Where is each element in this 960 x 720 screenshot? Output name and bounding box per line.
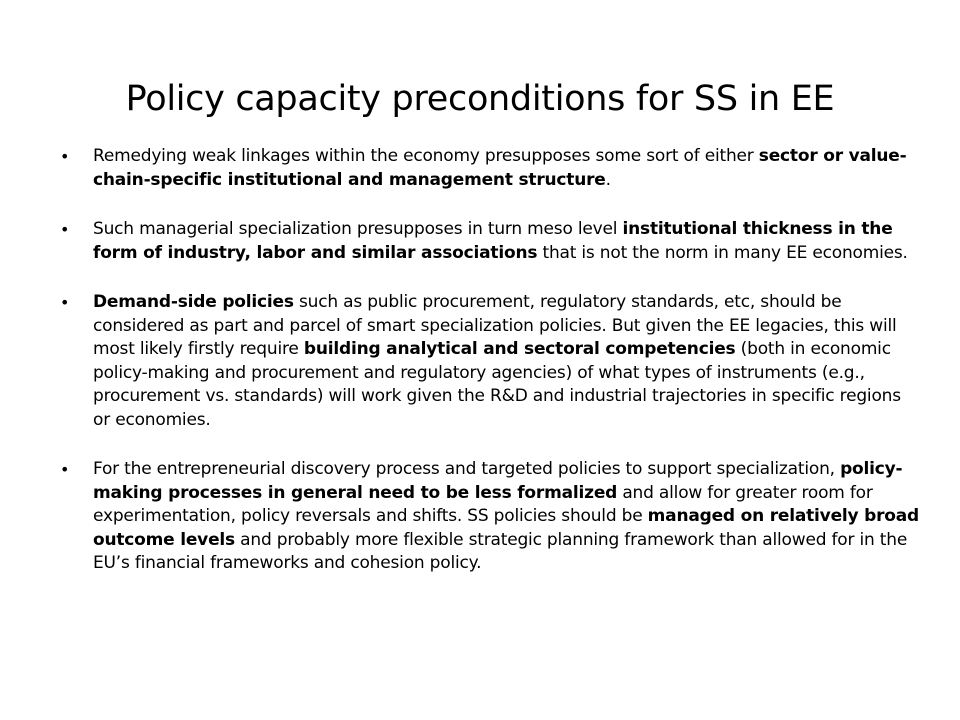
bullet-bold-run: policy-making processes in general need to be less formalized — [93, 459, 903, 503]
bullet-dot-icon: • — [60, 293, 70, 312]
bullet-text-run: Such managerial specialization presupposes in turn meso level — [93, 219, 623, 239]
bullet-item — [60, 145, 920, 192]
bullet-text-run: Remedying weak linkages within the economy presupposes some sort of either — [93, 146, 759, 166]
bullet-bold-run: Demand-side policies — [93, 292, 294, 312]
bullet-text-run: that is not the norm in many EE economies. — [537, 242, 908, 263]
bullet-text — [93, 219, 908, 263]
bullet-bold-run: institutional thickness in the form of industry, labor and similar associations — [93, 219, 893, 263]
bullet-bold-run: sector or value-chain-specific institutional and management structure — [93, 146, 907, 190]
bullet-text-run: (both in economic policy-making and procurement and regulatory agencies) of what types of instruments (e.g., procurement vs. standards) will work given the R&D and industrial trajectories in specific regions or economies. — [93, 339, 901, 430]
bullet-text — [93, 459, 919, 573]
bullet-text — [93, 292, 901, 430]
bullet-list — [60, 145, 920, 602]
bullet-dot-icon: • — [60, 460, 70, 479]
bullet-bold-run: managed on relatively broad outcome levels — [93, 506, 919, 550]
bullet-item — [60, 218, 920, 265]
slide-title: Policy capacity preconditions for SS in EE — [125, 79, 835, 120]
bullet-text-run: and probably more flexible strategic planning framework than allowed for in the EU’s financial frameworks and cohesion policy. — [93, 529, 908, 573]
bullet-item — [60, 458, 920, 576]
bullet-text — [93, 146, 906, 190]
bullet-bold-run: building analytical and sectoral competencies — [303, 339, 736, 359]
bullet-dot-icon: • — [60, 147, 70, 166]
bullet-text-run: . — [605, 169, 611, 190]
bullet-item — [60, 291, 920, 432]
bullet-text-run: and allow for greater room for experimentation, policy reversals and shifts. SS policies should be — [93, 482, 873, 526]
bullet-dot-icon: • — [60, 220, 70, 239]
bullet-text-run: such as public procurement, regulatory standards, etc, should be considered as part and parcel of smart specialization policies. But given the EE legacies, this will most likely firstly require — [93, 292, 897, 359]
bullet-text-run: For the entrepreneurial discovery process and targeted policies to support specialization, — [93, 459, 841, 479]
